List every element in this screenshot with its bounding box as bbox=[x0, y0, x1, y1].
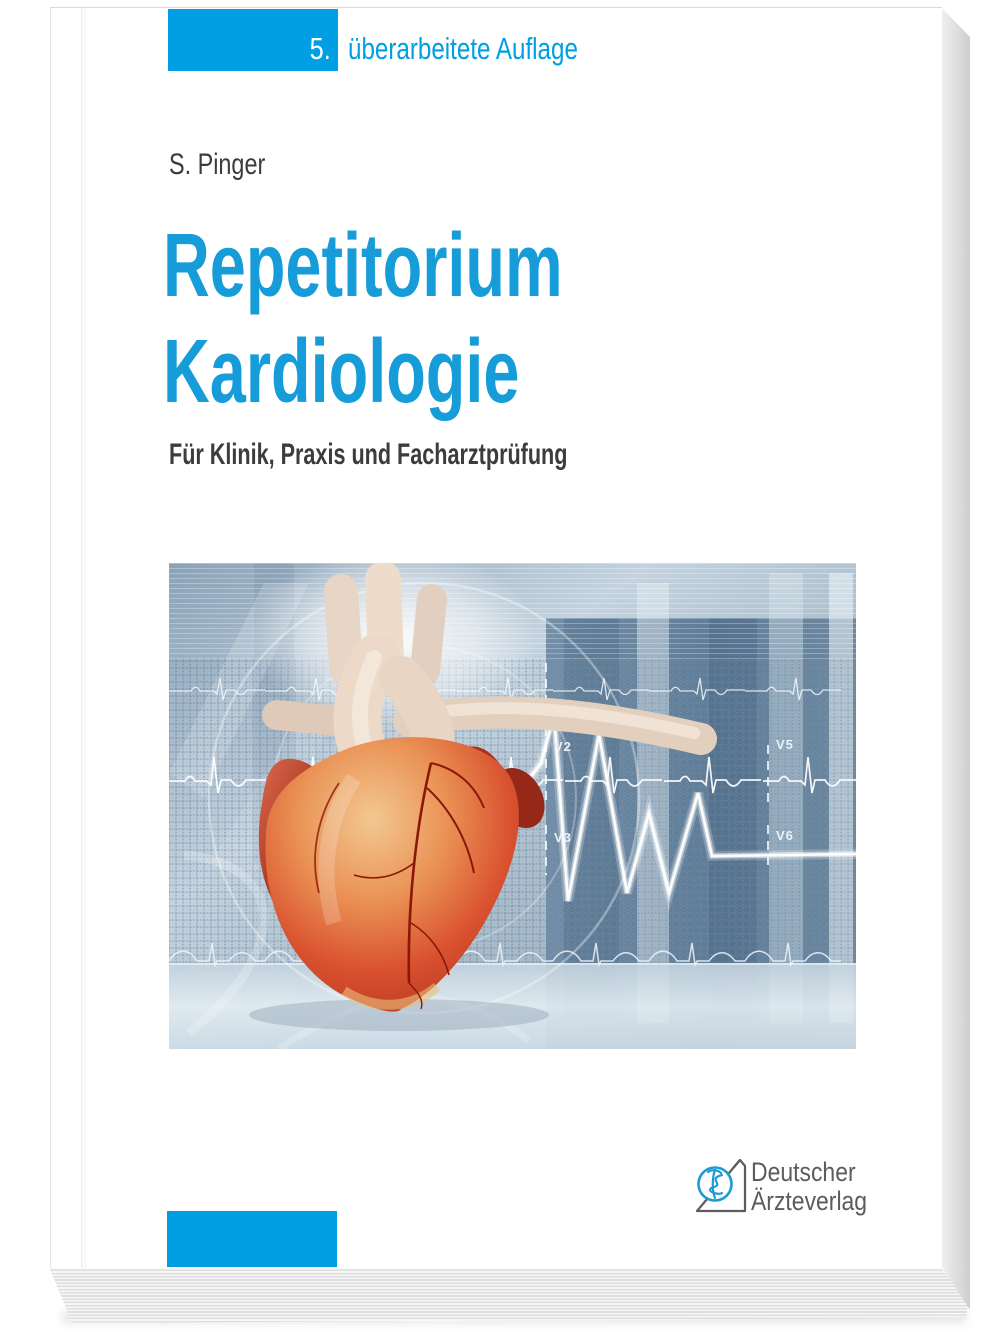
book-title bbox=[163, 213, 563, 425]
lead-label-v3: V3 bbox=[554, 830, 572, 845]
edition-banner bbox=[168, 9, 643, 71]
author-name: S. Pinger bbox=[169, 148, 266, 181]
lead-label-v6: V6 bbox=[776, 828, 794, 843]
title-line-1: Repetitorium bbox=[163, 216, 563, 316]
publisher-logo-icon bbox=[689, 1153, 751, 1219]
edition-number: 5. bbox=[309, 31, 331, 66]
author-name-wrap bbox=[169, 148, 292, 182]
publisher-name-line2: Ärzteverlag bbox=[751, 1186, 868, 1216]
floor-edge-line bbox=[169, 963, 856, 965]
edition-label: überarbeitete Auflage bbox=[348, 31, 578, 66]
lead-label-v2: V2 bbox=[554, 739, 572, 754]
bottom-accent-box bbox=[167, 1211, 337, 1267]
publisher-logo bbox=[689, 1151, 939, 1231]
publisher-name-line1: Deutscher bbox=[751, 1157, 856, 1187]
lead-label-v5: V5 bbox=[776, 737, 794, 752]
cover-hero-image bbox=[169, 563, 856, 1049]
front-cover bbox=[50, 7, 942, 1268]
book-page-edges bbox=[50, 1267, 968, 1323]
spine-hinge bbox=[81, 8, 86, 1268]
book-subtitle: Für Klinik, Praxis und Facharztprüfung bbox=[169, 438, 568, 471]
edition-label-wrap bbox=[338, 9, 643, 71]
title-line-2: Kardiologie bbox=[163, 322, 520, 422]
book-fore-edge bbox=[941, 7, 970, 1310]
publisher-name bbox=[751, 1158, 867, 1216]
edition-accent-box bbox=[168, 9, 338, 71]
